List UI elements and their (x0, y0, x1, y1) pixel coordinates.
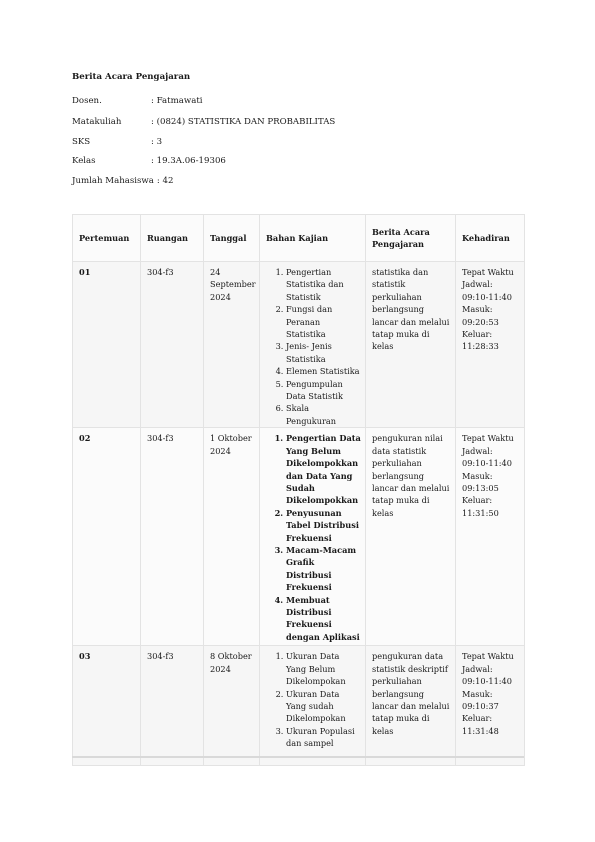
column-header: Berita Acara Pengajaran (366, 215, 456, 262)
cell-ruangan: 304-f3 (141, 646, 204, 766)
cell-berita-acara: statistika dan statistik perkuliahan berlangsung lancar dan melalui tatap muka di kelas (366, 262, 456, 428)
cell-ruangan: 304-f3 (141, 262, 204, 428)
list-item: 1. Pengertian Data Yang Belum Dikelompokkan dan Data Yang Sudah Dikelompokkan (286, 432, 361, 506)
list-item: 1. Pengertian Statistika dan Statistik (286, 266, 361, 303)
cell-bahan-kajian (260, 646, 366, 766)
list-item: 4. Membuat Distribusi Frekuensi dengan Aplikasi (286, 594, 361, 644)
table-row (73, 646, 525, 766)
document-heading: Berita Acara Pengajaran (72, 72, 191, 82)
list-item: 1. Ukuran Data Yang Belum Dikelompokan (286, 650, 361, 687)
column-header: Ruangan (141, 215, 204, 262)
cell-kehadiran: Tepat Waktu Jadwal: 09:10-11:40 Masuk: 09:20:53 Keluar: 11:28:33 (456, 262, 525, 428)
list-item: 6. Skala Pengukuran (286, 402, 361, 427)
table-bottom-edge (72, 756, 524, 758)
table-header-row (73, 215, 525, 262)
info-value: : 3 (151, 137, 163, 147)
info-value: : Fatmawati (151, 96, 203, 106)
cell-bahan-kajian (260, 262, 366, 428)
table-row (73, 428, 525, 646)
list-item: 5. Pengumpulan Data Statistik (286, 378, 361, 403)
info-label: Jumlah Mahasiswa (72, 176, 154, 186)
cell-pertemuan: 01 (73, 262, 141, 428)
info-label: Kelas (72, 156, 96, 166)
table-row (73, 262, 525, 428)
list-item: 2. Fungsi dan Peranan Statistika (286, 303, 361, 340)
column-header: Bahan Kajian (260, 215, 366, 262)
topic-list (266, 266, 361, 427)
cell-kehadiran: Tepat Waktu Jadwal: 09:10-11:40 Masuk: 09:13:05 Keluar: 11:31:50 (456, 428, 525, 646)
cell-berita-acara: pengukuran nilai data statistik perkuliahan berlangsung lancar dan melalui tatap muka di kelas (366, 428, 456, 646)
column-header: Pertemuan (73, 215, 141, 262)
info-row-matakuliah (72, 117, 335, 127)
info-row-kelas (72, 156, 226, 166)
cell-pertemuan: 03 (73, 646, 141, 766)
cell-tanggal: 24 September 2024 (204, 262, 260, 428)
list-item: 2. Penyusunan Tabel Distribusi Frekuensi (286, 507, 361, 544)
topic-list (266, 650, 361, 749)
column-header: Kehadiran (456, 215, 525, 262)
cell-tanggal: 1 Oktober 2024 (204, 428, 260, 646)
cell-berita-acara: pengukuran data statistik deskriptif perkuliahan berlangsung lancar dan melalui tatap muka di kelas (366, 646, 456, 766)
info-label: Dosen. (72, 96, 102, 106)
column-header: Tanggal (204, 215, 260, 262)
info-value: : (0824) STATISTIKA DAN PROBABILITAS (151, 117, 336, 127)
info-row-dosen (72, 96, 203, 106)
list-item: 3. Ukuran Populasi dan sampel (286, 725, 361, 750)
list-item: 3. Macam-Macam Grafik Distribusi Frekuensi (286, 544, 361, 594)
info-label: SKS (72, 137, 91, 147)
cell-pertemuan: 02 (73, 428, 141, 646)
topic-list (266, 432, 361, 643)
cell-ruangan: 304-f3 (141, 428, 204, 646)
info-label: Matakuliah (72, 117, 122, 127)
cell-kehadiran: Tepat Waktu Jadwal: 09:10-11:40 Masuk: 09:10:37 Keluar: 11:31:48 (456, 646, 525, 766)
list-item: 2. Ukuran Data Yang sudah Dikelompokan (286, 688, 361, 725)
list-item: 3. Jenis- Jenis Statistika (286, 340, 361, 365)
info-value: : 42 (156, 176, 174, 186)
attendance-table (72, 214, 525, 766)
info-row-jumlah-mahasiswa (72, 176, 173, 186)
cell-bahan-kajian (260, 428, 366, 646)
list-item: 4. Elemen Statistika (286, 365, 361, 377)
info-row-sks (72, 137, 162, 147)
info-value: : 19.3A.06-19306 (151, 156, 226, 166)
cell-tanggal: 8 Oktober 2024 (204, 646, 260, 766)
